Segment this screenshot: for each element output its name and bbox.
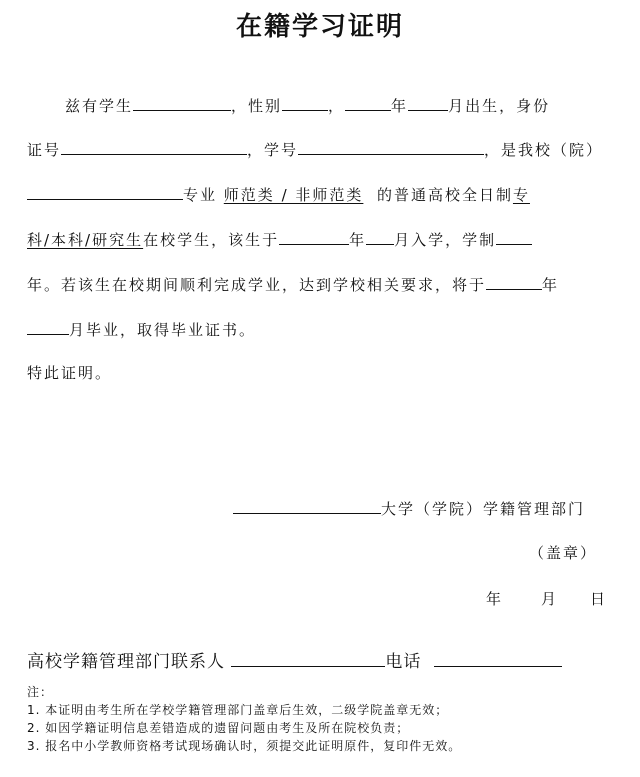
text-graduate: 月毕业，取得毕业证书。 — [69, 321, 257, 339]
text-degree-options: 科/本科/研究生 — [27, 231, 144, 249]
text-complete-study: 年。若该生在校期间顺利完成学业，达到学校相关要求，将于 — [27, 276, 487, 294]
text-contact-person: 高校学籍管理部门联系人 — [27, 652, 225, 672]
signature-dept-line — [233, 495, 585, 521]
seal-text: （盖章） — [529, 544, 598, 562]
body-line-1 — [27, 92, 617, 116]
page-title: 在籍学习证明 — [235, 12, 404, 42]
blank-birth-year[interactable] — [345, 92, 391, 111]
text-student: 兹有学生 — [65, 97, 134, 115]
body-line-6 — [27, 316, 617, 340]
contact-line — [27, 646, 617, 672]
blank-university[interactable] — [233, 495, 381, 514]
text-id-number: 证号 — [27, 141, 62, 159]
date-line — [486, 587, 607, 611]
blank-program-length[interactable] — [496, 226, 532, 245]
blank-phone[interactable] — [434, 646, 562, 667]
text-major: 专业 — [183, 186, 218, 204]
text-birth-id: 月出生，身份 — [448, 97, 551, 115]
date-day: 日 — [590, 590, 608, 608]
blank-student-number[interactable] — [298, 136, 484, 155]
date-year: 年 — [486, 590, 504, 608]
blank-grad-month[interactable] — [27, 316, 69, 335]
text-teacher-type-options: 师范类 / 非师范类 — [223, 186, 364, 204]
blank-grad-year[interactable] — [486, 271, 542, 290]
date-month: 月 — [541, 590, 559, 608]
text-fulltime: 的普通高校全日制 — [376, 186, 513, 204]
blank-gender[interactable] — [282, 92, 328, 111]
note-item-2: 2. 如因学籍证明信息差错造成的遗留问题由考生及所在院校负责； — [27, 721, 410, 735]
body-line-5 — [27, 271, 617, 295]
text-zhuan: 专 — [512, 186, 530, 204]
note-item-3: 3. 报名中小学教师资格考试现场确认时，须提交此证明原件，复印件无效。 — [27, 739, 462, 753]
notes-label: 注： — [27, 685, 54, 699]
note-item-1: 1. 本证明由考生所在学校学籍管理部门盖章后生效，二级学院盖章无效； — [27, 703, 449, 717]
blank-id-number[interactable] — [61, 136, 247, 155]
blank-contact-person[interactable] — [231, 646, 385, 667]
text-grad-year: 年 — [542, 276, 560, 294]
text-gender: ，性别 — [231, 97, 283, 115]
body-line-7 — [27, 361, 617, 385]
blank-major[interactable] — [27, 181, 183, 200]
text-student-number: ，学号 — [247, 141, 299, 159]
body-line-2 — [27, 136, 617, 160]
text-enrolled: 在校学生，该生于 — [143, 231, 280, 249]
text-comma: ， — [328, 97, 346, 115]
text-our-school: ，是我校（院） — [484, 141, 604, 159]
text-enroll-year: 年 — [349, 231, 367, 249]
text-year: 年 — [391, 97, 409, 115]
blank-birth-month[interactable] — [408, 92, 448, 111]
text-enroll-month: 月入学，学制 — [394, 231, 497, 249]
text-hereby-certify: 特此证明。 — [27, 364, 113, 382]
blank-student-name[interactable] — [133, 92, 231, 111]
blank-enroll-year[interactable] — [279, 226, 349, 245]
text-phone: 电话 — [385, 652, 422, 672]
body-line-3 — [27, 181, 617, 205]
text-registry-dept: 大学（学院）学籍管理部门 — [381, 500, 586, 518]
body-line-4 — [27, 226, 617, 250]
blank-enroll-month[interactable] — [366, 226, 394, 245]
notes-section — [27, 683, 461, 755]
